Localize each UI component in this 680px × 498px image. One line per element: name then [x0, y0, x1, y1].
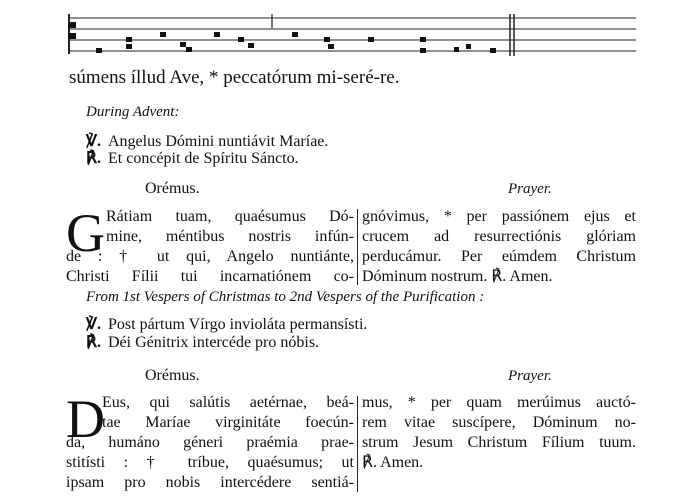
advent-oremus: Orémus.: [145, 180, 200, 197]
prayer-line: de : † ut qui, Angelo nuntiánte,: [66, 248, 354, 265]
chant-lyric: súmens íllud Ave, * peccatórum mi-seré-re.: [69, 67, 400, 88]
christmas-prayer-right: [362, 393, 636, 473]
prayer-line: gnóvimus, * per passiónem ejus et: [362, 208, 636, 225]
christmas-oremus: Orémus.: [145, 367, 200, 384]
christmas-dropcap: D: [66, 389, 105, 449]
prayer-line: Eus, qui salútis aetérnae, beá-: [102, 394, 354, 411]
prayer-line: Rátiam tuam, quaésumus Dó-: [106, 208, 354, 225]
prayer-line: mus, * per quam merúimus auctó-: [362, 394, 636, 411]
christmas-prayer-label: Prayer.: [508, 368, 552, 384]
response-text: Déi Génitrix intercéde pro nóbis.: [108, 334, 320, 351]
christmas-versicle: [86, 314, 367, 334]
response-symbol: ℟.: [86, 334, 101, 351]
prayer-line: Christi Fílii tui incarnatiónem co-: [66, 268, 354, 285]
prayer-line: crucem ad resurrectiónis glóriam: [362, 228, 636, 245]
response-symbol: ℟.: [86, 150, 101, 167]
versicle-symbol: ℣.: [86, 316, 101, 333]
christmas-prayer-left: [66, 389, 354, 493]
response-text: Et concépit de Spíritu Sáncto.: [108, 150, 299, 167]
advent-response: [86, 148, 299, 168]
prayer-line: ipsam pro nobis intercédere sentiá-: [66, 474, 354, 491]
advent-dropcap: G: [66, 203, 105, 263]
christmas-rubric: From 1st Vespers of Christmas to 2nd Vespers of the Purification :: [86, 289, 485, 305]
prayer-line: tae Maríae virginitáte foecún-: [102, 414, 354, 431]
prayer-line: Dóminum nostrum. ℟. Amen.: [362, 268, 553, 285]
column-divider: [357, 209, 358, 285]
versicle-text: Post pártum Vírgo invioláta permansísti.: [108, 316, 368, 333]
versicle-symbol: ℣.: [86, 133, 101, 150]
prayer-line: stitísti : † tríbue, quaésumus; ut: [66, 454, 354, 471]
advent-prayer-label: Prayer.: [508, 181, 552, 197]
prayer-line: rem vitae suscípere, Dóminum no-: [362, 414, 636, 431]
column-divider: [357, 396, 358, 492]
prayer-line: perducámur. Per eúmdem Christum: [362, 248, 636, 265]
advent-rubric: During Advent:: [86, 104, 180, 120]
prayer-line: mine, méntibus nostris infún-: [106, 228, 354, 245]
versicle-text: Angelus Dómini nuntiávit Maríae.: [108, 133, 329, 150]
prayer-line: da, humáno géneri praémia prae-: [66, 434, 354, 451]
advent-prayer-right: [362, 207, 636, 287]
prayer-line: ℟. Amen.: [362, 454, 424, 471]
advent-prayer-left: [66, 203, 354, 287]
prayer-line: strum Jesum Christum Fílium tuum.: [362, 434, 636, 451]
christmas-response: [86, 332, 319, 352]
chant-staff: [68, 14, 636, 56]
